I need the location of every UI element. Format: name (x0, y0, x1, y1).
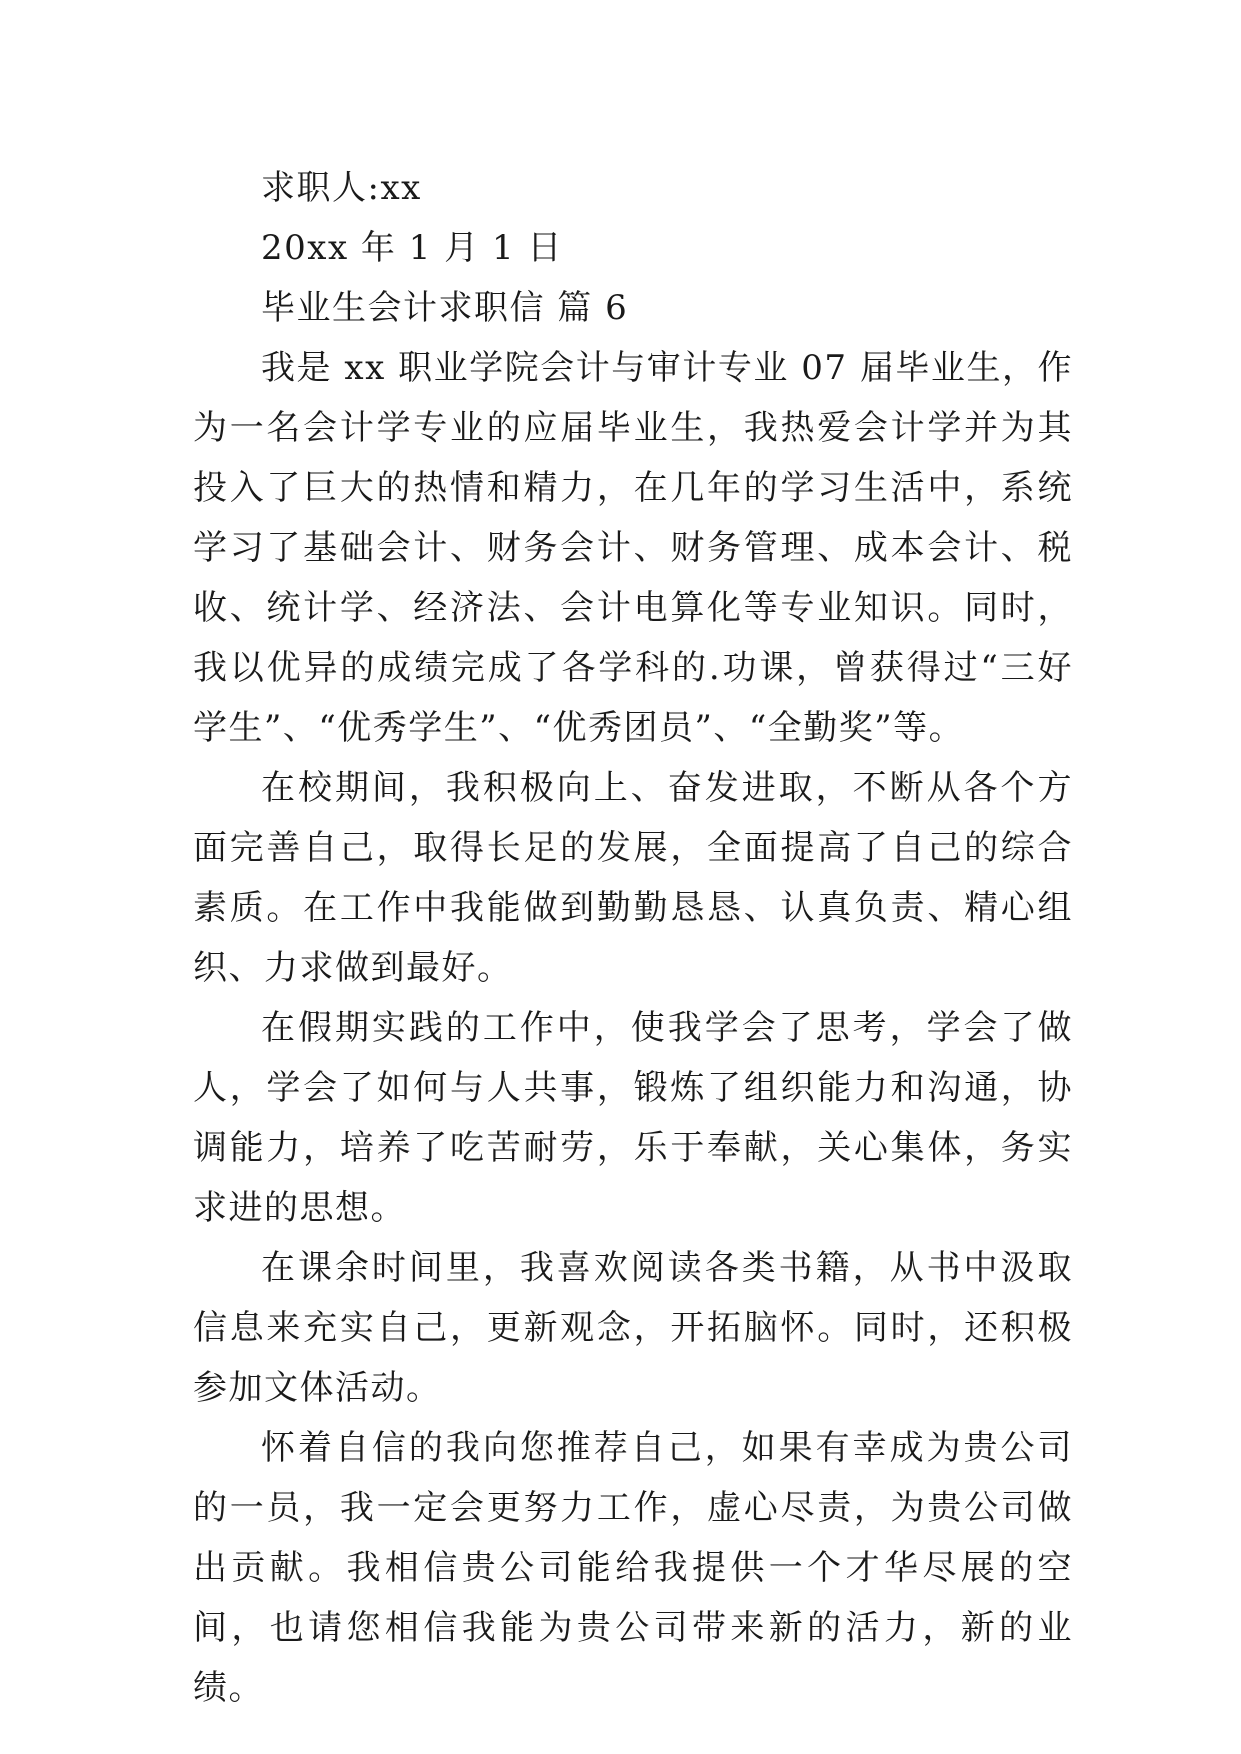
date-line: 20xx 年 1 月 1 日 (261, 228, 563, 268)
paragraph: 怀着自信的我向您推荐自己，如果有幸成为贵公司的一员，我一定会更努力工作，虚心尽责，为贵公司做出贡献。我相信贵公司能给我提供一个才华尽展的空间，也请您相信我能为贵公司带来新的活力，新的业绩。 (193, 1428, 1073, 1708)
paragraph: 我是 xx 职业学院会计与审计专业 07 届毕业生，作为一名会计学专业的应届毕业生，我热爱会计学并为其投入了巨大的热情和精力，在几年的学习生活中，系统学习了基础会计、财务会计、财务管理、成本会计、税收、统计学、经济法、会计电算化等专业知识。同时，我以优异的成绩完成了各学科的.功课，曾获得过“三好学生”、“优秀学生”、“优秀团员”、“全勤奖”等。 (193, 348, 1073, 748)
paragraph: 在假期实践的工作中，使我学会了思考，学会了做人，学会了如何与人共事，锻炼了组织能力和沟通，协调能力，培养了吃苦耐劳，乐于奉献，关心集体，务实求进的思想。 (193, 1008, 1073, 1228)
document-body (193, 158, 1073, 1718)
paragraph: 在校期间，我积极向上、奋发进取，不断从各个方面完善自己，取得长足的发展，全面提高了自己的综合素质。在工作中我能做到勤勤恳恳、认真负责、精心组织、力求做到最好。 (193, 768, 1073, 988)
signature-line: 求职人:xx (261, 168, 422, 208)
section-title: 毕业生会计求职信 篇 6 (261, 288, 629, 328)
paragraph: 在课余时间里，我喜欢阅读各类书籍，从书中汲取信息来充实自己，更新观念，开拓脑怀。同时，还积极参加文体活动。 (193, 1248, 1073, 1408)
